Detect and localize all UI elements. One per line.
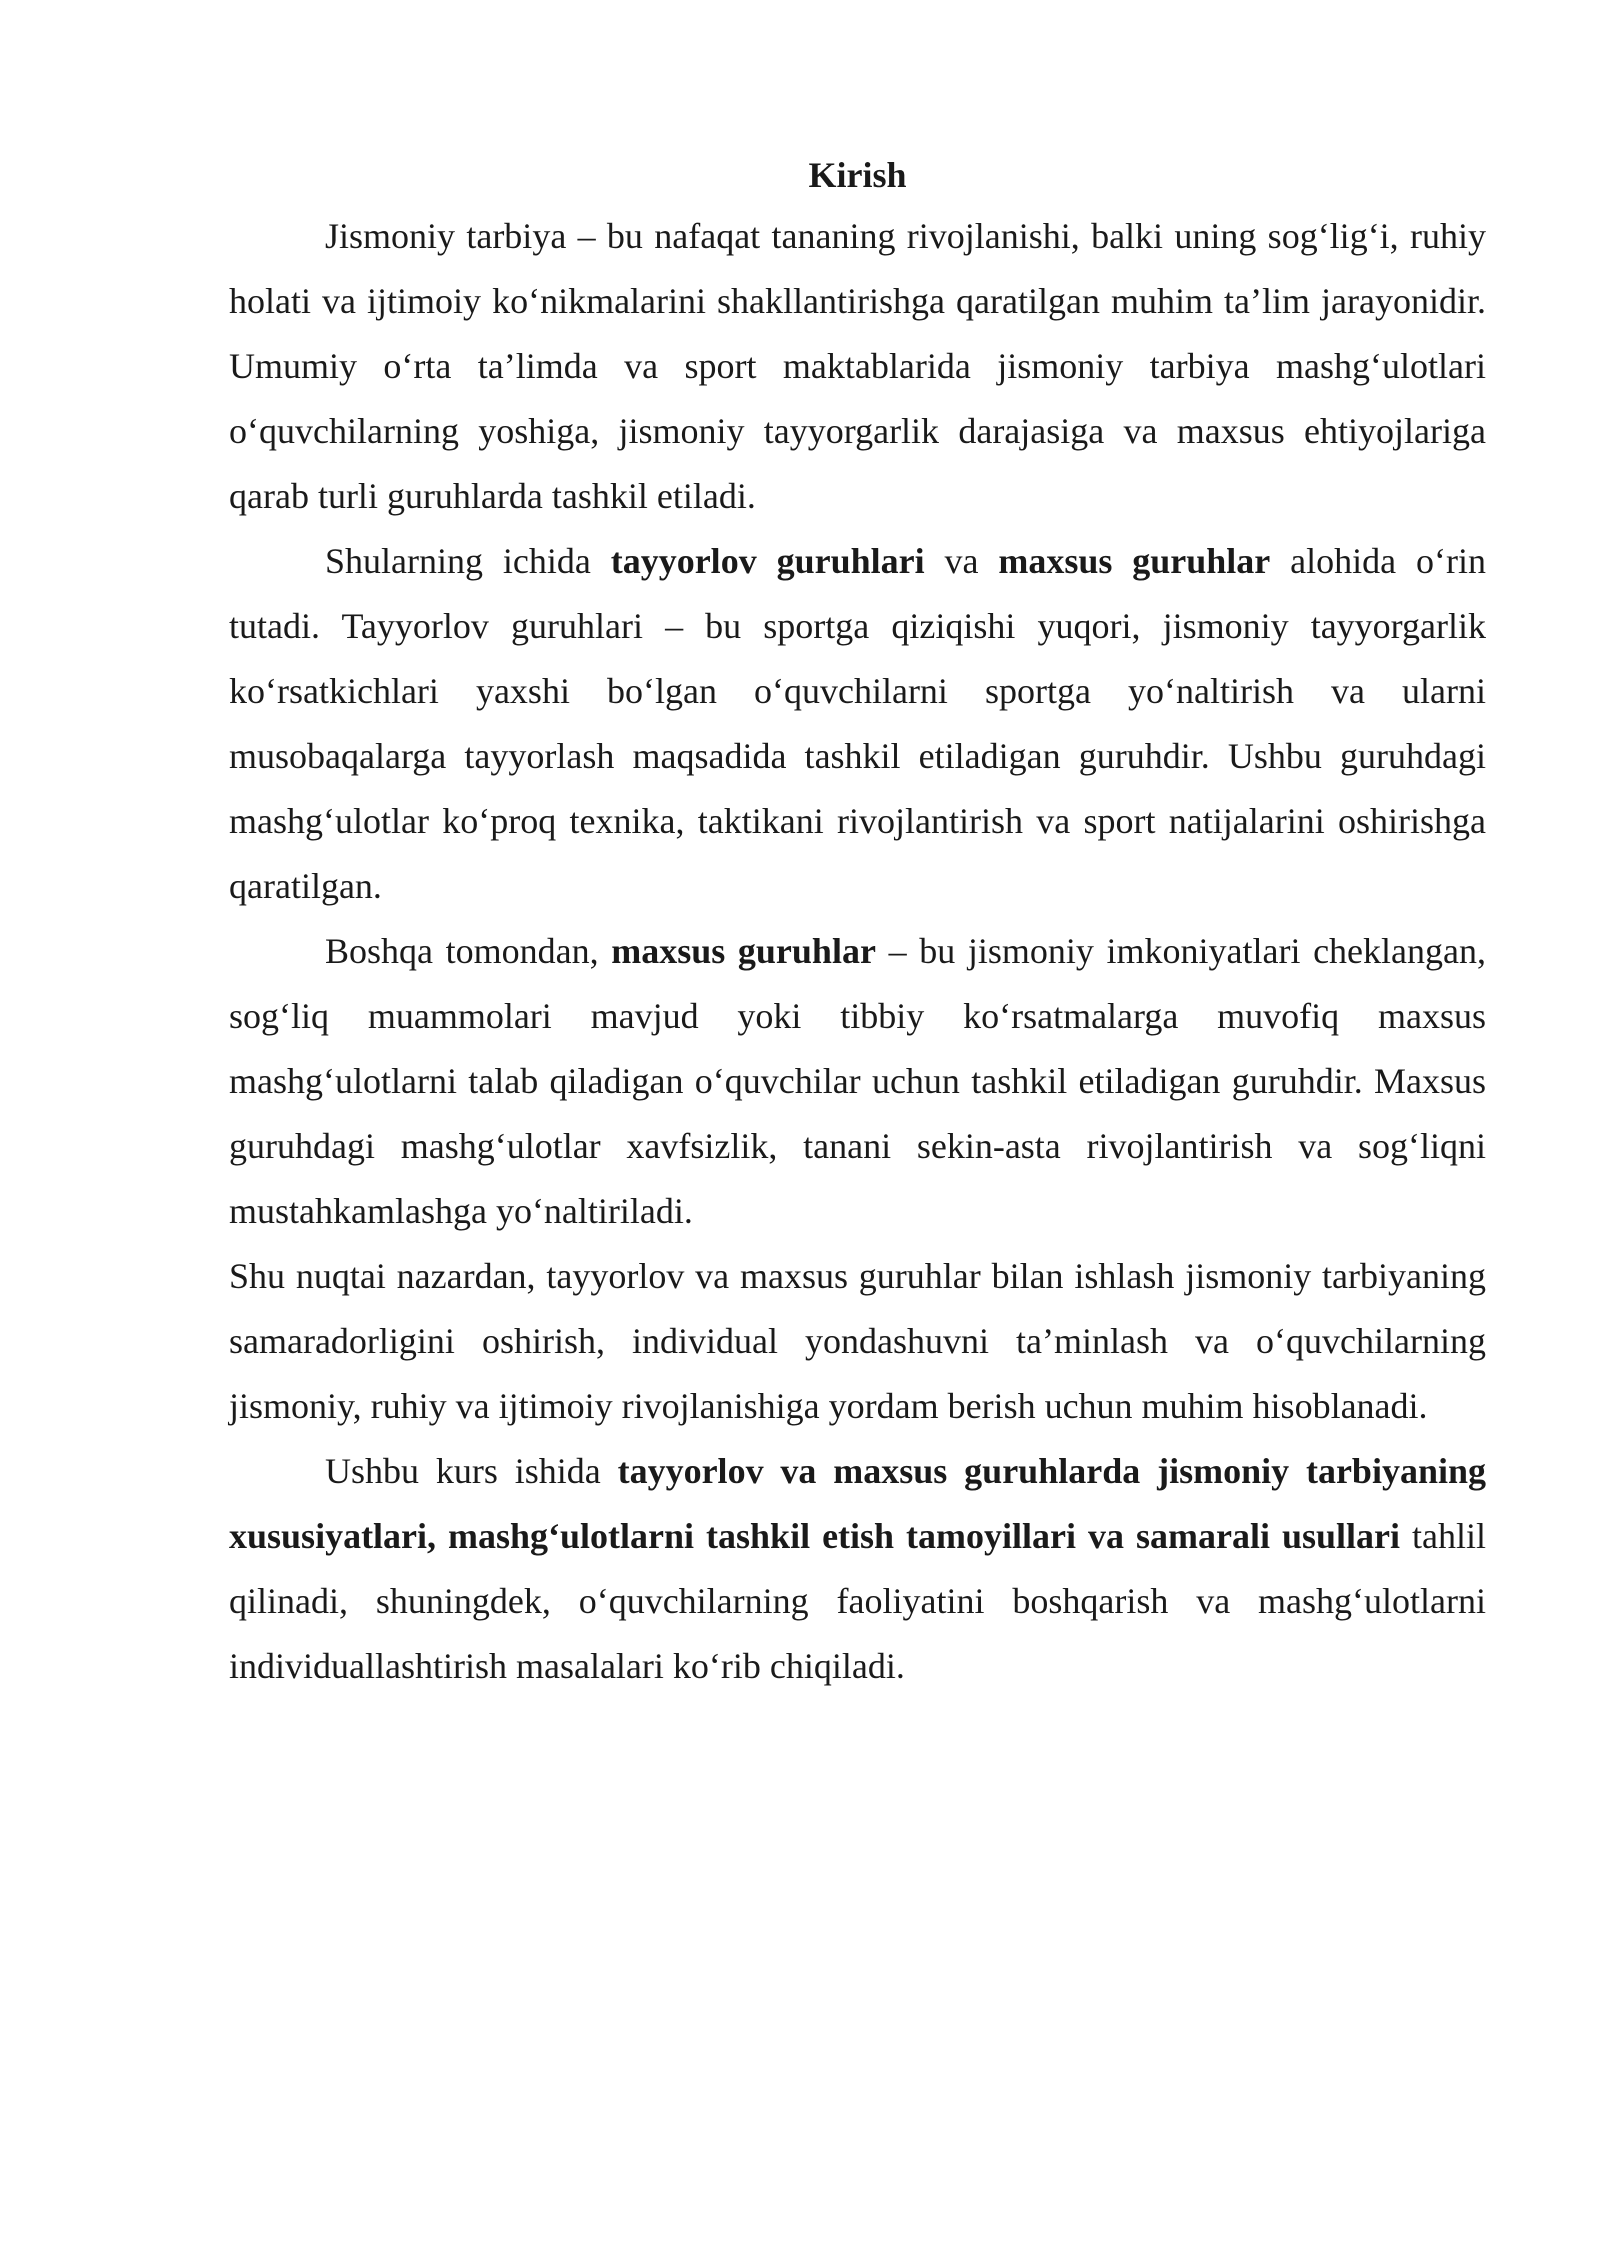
body-paragraph bbox=[229, 1244, 1486, 1439]
document-body bbox=[229, 146, 1486, 1699]
paragraph-text: Jismoniy tarbiya – bu nafaqat tananing rivojlanishi, balki uning sog‘lig‘i, ruhiy holati va ijtimoiy ko‘nikmalarini shakllantirishga qaratilgan muhim ta’lim jarayonidir. Umumiy o‘rta ta’limda va sport maktablarida jismoniy tarbiya mashg‘ulotlari o‘quvchilarning yoshiga, jismoniy tayyorgarlik darajasiga va maxsus ehtiyojlariga qarab turli guruhlarda tashkil etiladi. bbox=[229, 216, 1486, 516]
paragraph-text: – bu jismoniy imkoniyatlari cheklangan, sog‘liq muammolari mavjud yoki tibbiy ko‘rsatmalarga muvofiq maxsus mashg‘ulotlarni talab qiladigan o‘quvchilar uchun tashkil etiladigan guruhdir. Maxsus guruhdagi mashg‘ulotlar xavfsizlik, tanani sekin-asta rivojlantirish va sog‘liqni mustahkamlashga yo‘naltiriladi. bbox=[229, 931, 1486, 1231]
paragraph-text: alohida o‘rin tutadi. Tayyorlov guruhlari – bu sportga qiziqishi yuqori, jismoniy tayyorgarlik ko‘rsatkichlari yaxshi bo‘lgan o‘quvchilarni sportga yo‘naltirish va ularni musobaqalarga tayyorlash maqsadida tashkil etiladigan guruhdir. Ushbu guruhdagi mashg‘ulotlar ko‘proq texnika, taktikani rivojlantirish va sport natijalarini oshirishga qaratilgan. bbox=[229, 541, 1486, 906]
paragraph-text: Shu nuqtai nazardan, tayyorlov va maxsus guruhlar bilan ishlash jismoniy tarbiyaning samaradorligini oshirish, individual yondashuvni ta’minlash va o‘quvchilarning jismoniy, ruhiy va ijtimoiy rivojlanishiga yordam berish uchun muhim hisoblanadi. bbox=[229, 1256, 1486, 1426]
paragraph-text: Boshqa tomondan, bbox=[325, 931, 612, 971]
bold-text: tayyorlov guruhlari bbox=[610, 541, 925, 581]
page-title: Kirish bbox=[808, 155, 907, 195]
paragraph-text: Shularning ichida bbox=[325, 541, 611, 581]
bold-text: tayyorlov va maxsus guruhlarda jismoniy tarbiyaning xususiyatlari, mashg‘ulotlarni tashkil etish tamoyillari va samarali usullari bbox=[229, 1451, 1486, 1556]
bold-text: maxsus guruhlar bbox=[611, 931, 876, 971]
body-paragraph bbox=[229, 919, 1486, 1244]
body-paragraph bbox=[229, 1439, 1486, 1699]
body-paragraph bbox=[229, 204, 1486, 529]
paragraph-text: Ushbu kurs ishida bbox=[325, 1451, 618, 1491]
paragraph-text: va bbox=[924, 541, 999, 581]
bold-text: maxsus guruhlar bbox=[998, 541, 1271, 581]
body-paragraph bbox=[229, 529, 1486, 919]
paragraph-list bbox=[229, 204, 1486, 1699]
paragraph-text: tahlil qilinadi, shuningdek, o‘quvchilarning faoliyatini boshqarish va mashg‘ulotlarni individuallashtirish masalalari ko‘rib chiqiladi. bbox=[229, 1516, 1486, 1686]
